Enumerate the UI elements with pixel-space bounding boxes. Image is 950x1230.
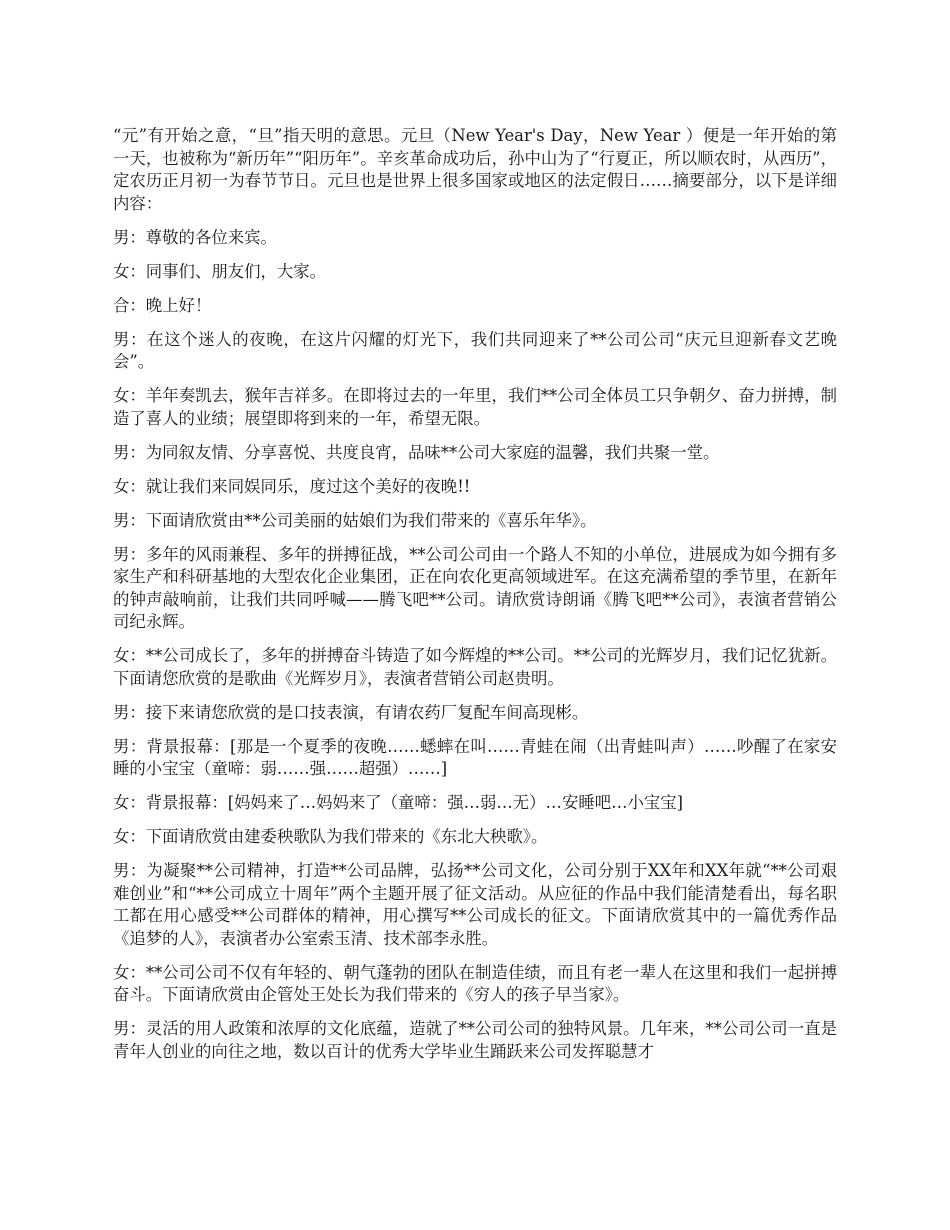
intro-paragraph: “元”有开始之意，“旦”指天明的意思。元旦（New Year's Day，New Year ）便是一年开始的第一天，也被称为“新历年”“阳历年”。辛亥革命成功后，孙中山为了“行夏正，所以顺农时，从西历”，定农历正月初一为春节节日。元旦也是世界上很多国家或地区的法定假日……摘要部分，以下是详细内容：	[113, 126, 837, 213]
script-line: 男：多年的风雨兼程、多年的拼搏征战，**公司公司由一个路人不知的小单位，进展成为如今拥有多家生产和科研基地的大型农化企业集团，正在向农化更高领域进军。在这充满希望的季节里，在新年的钟声敲响前，让我们共同呼喊——腾飞吧**公司。请欣赏诗朗诵《腾飞吧**公司》，表演者营销公司纪永辉。	[113, 544, 837, 631]
script-line: 男：为同叙友情、分享喜悦、共度良宵，品味**公司大家庭的温馨，我们共聚一堂。	[113, 442, 720, 462]
script-line: 女：下面请欣赏由建委秧歌队为我们带来的《东北大秧歌》。	[113, 827, 548, 846]
script-line: 男：为凝聚**公司精神，打造**公司品牌，弘扬**公司文化，公司分别于XX年和XX年就“**公司艰难创业”和“**公司成立十周年”两个主题开展了征文活动。从应征的作品中我们能清楚看出，每名职工都在用心感受**公司群体的精神，用心撰写**公司成长的征文。下面请欣赏其中的一篇优秀作品《追梦的人》，表演者办公室索玉清、技术部李永胜。	[113, 861, 837, 948]
script-line: 男：灵活的用人政策和浓厚的文化底蕴，造就了**公司公司的独特风景。几年来，**公司公司一直是青年人创业的向往之地，数以百计的优秀大学毕业生踊跃来公司发挥聪慧才	[113, 1019, 837, 1061]
script-line: 男：在这个迷人的夜晚，在这片闪耀的灯光下，我们共同迎来了**公司公司“庆元旦迎新春文艺晚会”。	[113, 329, 837, 371]
script-line: 男：尊敬的各位来宾。	[113, 227, 277, 247]
script-line: 女：同事们、朋友们，大家。	[113, 261, 327, 281]
script-line: 女：羊年奏凯去，猴年吉祥多。在即将过去的一年里，我们**公司全体员工只争朝夕、奋力拼搏，制造了喜人的业绩；展望即将到来的一年，希望无限。	[113, 386, 837, 428]
script-line: 男：接下来请您欣赏的是口技表演，有请农药厂复配车间高现彬。	[113, 702, 589, 722]
script-line: 女：背景报幕：[妈妈来了…妈妈来了（童啼：强…弱…无）…安睡吧…小宝宝]	[113, 793, 684, 812]
document-body	[113, 125, 837, 1075]
script-line: 女：就让我们来同娱同乐，度过这个美好的夜晚!!	[113, 476, 471, 496]
script-line: 男：下面请欣赏由**公司美丽的姑娘们为我们带来的《喜乐年华》。	[113, 510, 597, 530]
script-line: 合：晚上好！	[113, 295, 212, 315]
script-line: 男：背景报幕：[那是一个夏季的夜晚……蟋蟀在叫……青蛙在闹（出青蛙叫声）……吵醒了在家安睡的小宝宝（童啼：弱……强……超强）……]	[113, 736, 837, 778]
script-line: 女：**公司成长了，多年的拼搏奋斗铸造了如今辉煌的**公司。**公司的光辉岁月，我们记忆犹新。下面请您欣赏的是歌曲《光辉岁月》，表演者营销公司赵贵明。	[113, 646, 837, 688]
script-line: 女：**公司公司不仅有年轻的、朝气蓬勃的团队在制造佳绩，而且有老一辈人在这里和我们一起拼搏奋斗。下面请欣赏由企管处王处长为我们带来的《穷人的孩子早当家》。	[113, 962, 837, 1004]
